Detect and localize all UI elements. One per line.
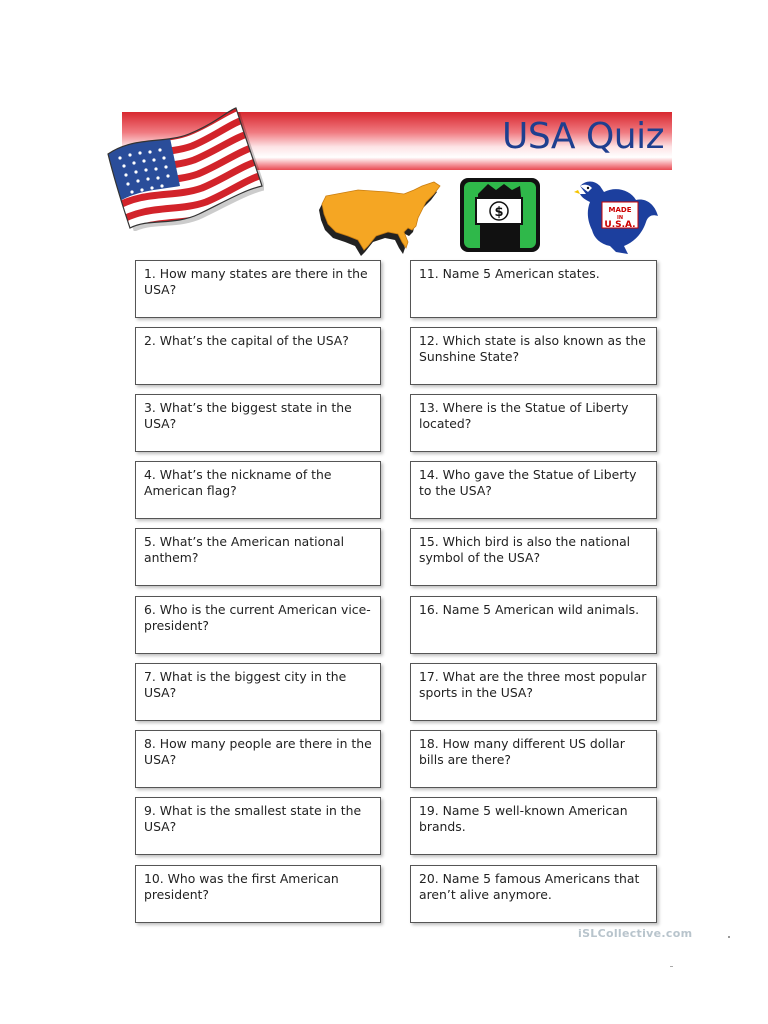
question-text: 10. Who was the first American president? xyxy=(144,871,339,902)
money-hand-icon xyxy=(458,176,542,254)
question-text: 15. Which bird is also the national symbol of the USA? xyxy=(419,534,631,565)
american-flag-icon xyxy=(104,106,264,231)
question-text: 1. How many states are there in the USA? xyxy=(144,266,368,297)
watermark-footer: iSLCollective.com xyxy=(578,927,693,940)
question-box xyxy=(135,394,381,452)
question-box xyxy=(410,461,657,519)
question-text: 7. What is the biggest city in the USA? xyxy=(144,669,347,700)
question-box xyxy=(135,260,381,318)
question-box xyxy=(410,394,657,452)
question-box xyxy=(135,730,381,788)
question-box xyxy=(410,596,657,654)
page-title: USA Quiz xyxy=(502,116,664,157)
question-text: 5. What’s the American national anthem? xyxy=(144,534,345,565)
question-box xyxy=(410,663,657,721)
question-text: 13. Where is the Statue of Liberty located? xyxy=(419,400,629,431)
question-text: 8. How many people are there in the USA? xyxy=(144,736,372,767)
question-box xyxy=(135,663,381,721)
question-box xyxy=(135,596,381,654)
question-text: 11. Name 5 American states. xyxy=(419,266,600,281)
scan-speck xyxy=(728,936,730,938)
question-box xyxy=(410,797,657,855)
made-label: MADE xyxy=(608,206,632,214)
in-label: IN xyxy=(616,215,624,221)
question-text: 14. Who gave the Statue of Liberty to the USA? xyxy=(419,467,637,498)
question-text: 3. What’s the biggest state in the USA? xyxy=(144,400,352,431)
made-in-usa-eagle-icon xyxy=(572,176,662,256)
question-text: 19. Name 5 well-known American brands. xyxy=(419,803,628,834)
question-box xyxy=(135,865,381,923)
question-text: 4. What’s the nickname of the American flag? xyxy=(144,467,332,498)
question-box xyxy=(410,528,657,586)
question-box xyxy=(135,528,381,586)
question-text: 6. Who is the current American vice-president? xyxy=(144,602,371,633)
question-text: 18. How many different US dollar bills are there? xyxy=(419,736,625,767)
question-box xyxy=(135,797,381,855)
usa-map-icon xyxy=(318,180,444,256)
question-box xyxy=(410,260,657,318)
question-box xyxy=(135,461,381,519)
question-box xyxy=(410,730,657,788)
question-text: 9. What is the smallest state in the USA? xyxy=(144,803,362,834)
question-box xyxy=(410,865,657,923)
question-text: 12. Which state is also known as the Sunshine State? xyxy=(419,333,646,364)
question-text: 20. Name 5 famous Americans that aren’t alive anymore. xyxy=(419,871,640,902)
question-box xyxy=(410,327,657,385)
dollar-sign: $ xyxy=(494,205,504,220)
question-text: 2. What’s the capital of the USA? xyxy=(144,333,349,348)
scan-speck xyxy=(670,966,673,967)
question-box xyxy=(135,327,381,385)
usa-label: U.S.A. xyxy=(604,220,636,230)
question-text: 17. What are the three most popular sports in the USA? xyxy=(419,669,647,700)
question-text: 16. Name 5 American wild animals. xyxy=(419,602,640,617)
